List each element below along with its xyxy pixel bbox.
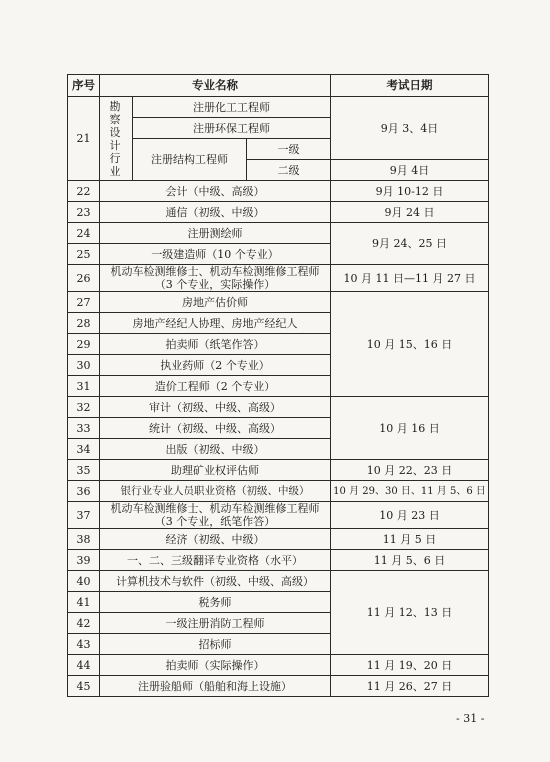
row-number: 41 — [68, 592, 100, 613]
row-number: 22 — [68, 181, 100, 202]
specialty-name: 通信（初级、中级） — [100, 202, 331, 223]
specialty-name: 一、二、三级翻译专业资格（水平） — [100, 550, 331, 571]
table-row — [68, 97, 489, 118]
specialty-name: 一级建造师（10 个专业） — [100, 244, 331, 265]
exam-date: 10 月 23 日 — [331, 502, 489, 529]
exam-date: 10 月 15、16 日 — [331, 292, 489, 397]
row-number: 27 — [68, 292, 100, 313]
group-label-line: 勘 察 — [109, 99, 136, 126]
exam-date: 10 月 22、23 日 — [331, 460, 489, 481]
row-number: 42 — [68, 613, 100, 634]
row-number: 25 — [68, 244, 100, 265]
table-row — [68, 181, 489, 202]
specialty-name: 招标师 — [100, 634, 331, 655]
specialty-name: 注册验船师（船舶和海上设施） — [100, 676, 331, 697]
row-number: 24 — [68, 223, 100, 244]
row-number: 44 — [68, 655, 100, 676]
table-row — [68, 571, 489, 592]
row-number: 33 — [68, 418, 100, 439]
level-label: 一级 — [247, 139, 331, 160]
specialty-name: 注册化工工程师 — [133, 97, 331, 118]
exam-date: 11 月 26、27 日 — [331, 676, 489, 697]
specialty-name: 拍卖师（实际操作） — [100, 655, 331, 676]
row-number: 21 — [68, 97, 100, 181]
row-number: 29 — [68, 334, 100, 355]
table-row — [68, 223, 489, 244]
row-number: 36 — [68, 481, 100, 502]
table-row — [68, 397, 489, 418]
specialty-name: 会计（中级、高级） — [100, 181, 331, 202]
specialty-name: 注册结构工程师 — [133, 139, 247, 181]
row-number: 34 — [68, 439, 100, 460]
exam-date: 10 月 29、30 日、11 月 5、6 日 — [331, 481, 489, 502]
specialty-name — [100, 502, 331, 529]
specialty-name: 银行业专业人员职业资格（初级、中级） — [100, 481, 331, 502]
header-specialty-name: 专业名称 — [100, 75, 331, 97]
specialty-name: 计算机技术与软件（初级、中级、高级） — [100, 571, 331, 592]
specialty-name-line: 机动车检测维修士、机动车检测维修工程师 — [110, 502, 320, 515]
table-row — [68, 460, 489, 481]
exam-date: 9月 3、4日 — [331, 97, 489, 160]
exam-date: 10 月 16 日 — [331, 397, 489, 460]
row-number: 35 — [68, 460, 100, 481]
specialty-name: 注册环保工程师 — [133, 118, 331, 139]
table-row — [68, 265, 489, 292]
industry-group-label — [100, 97, 136, 181]
specialty-name: 房地产经纪人协理、房地产经纪人 — [100, 313, 331, 334]
row-number: 32 — [68, 397, 100, 418]
page-number: - 31 - — [456, 712, 485, 725]
table-row — [68, 502, 489, 529]
specialty-name: 助理矿业权评估师 — [100, 460, 331, 481]
specialty-name: 执业药师（2 个专业） — [100, 355, 331, 376]
table-row — [68, 655, 489, 676]
row-number: 23 — [68, 202, 100, 223]
exam-date: 9月 10-12 日 — [331, 181, 489, 202]
specialty-name: 注册测绘师 — [100, 223, 331, 244]
specialty-name-line: 机动车检测维修士、机动车检测维修工程师 — [110, 265, 320, 278]
row-number: 39 — [68, 550, 100, 571]
exam-date: 9月 24、25 日 — [331, 223, 489, 265]
specialty-name: 税务师 — [100, 592, 331, 613]
table-row — [68, 529, 489, 550]
row-number: 30 — [68, 355, 100, 376]
specialty-name: 造价工程师（2 个专业） — [100, 376, 331, 397]
specialty-name: 出版（初级、中级） — [100, 439, 331, 460]
specialty-name: 拍卖师（纸笔作答） — [100, 334, 331, 355]
specialty-name-line: （3 个专业，纸笔作答） — [154, 515, 276, 528]
specialty-name: 经济（初级、中级） — [100, 529, 331, 550]
exam-date: 11 月 19、20 日 — [331, 655, 489, 676]
table-row — [68, 550, 489, 571]
table-row — [68, 481, 489, 502]
group-label-line: 设 计 — [109, 125, 136, 152]
row-number: 26 — [68, 265, 100, 292]
table-row — [68, 202, 489, 223]
header-serial-number: 序号 — [68, 75, 100, 97]
specialty-name: 统计（初级、中级、高级） — [100, 418, 331, 439]
exam-date: 10 月 11 日—11 月 27 日 — [331, 265, 489, 292]
table-row — [68, 676, 489, 697]
exam-date: 11 月 5 日 — [331, 529, 489, 550]
exam-date: 11 月 12、13 日 — [331, 571, 489, 655]
row-number: 43 — [68, 634, 100, 655]
specialty-name: 审计（初级、中级、高级） — [100, 397, 331, 418]
row-number: 37 — [68, 502, 100, 529]
level-label: 二级 — [247, 160, 331, 181]
row-number: 31 — [68, 376, 100, 397]
specialty-name: 一级注册消防工程师 — [100, 613, 331, 634]
exam-date: 9月 4日 — [331, 160, 489, 181]
header-exam-date: 考试日期 — [331, 75, 489, 97]
row-number: 38 — [68, 529, 100, 550]
table-row — [68, 292, 489, 313]
specialty-name-line: （3 个专业，实际操作） — [154, 278, 276, 291]
row-number: 28 — [68, 313, 100, 334]
row-number: 40 — [68, 571, 100, 592]
group-label-line: 行 业 — [109, 151, 136, 178]
exam-date: 11 月 5、6 日 — [331, 550, 489, 571]
row-number: 45 — [68, 676, 100, 697]
specialty-name: 房地产估价师 — [100, 292, 331, 313]
exam-date: 9月 24 日 — [331, 202, 489, 223]
table-header-row — [68, 75, 489, 97]
specialty-name — [100, 265, 331, 292]
exam-schedule-table — [67, 74, 489, 697]
